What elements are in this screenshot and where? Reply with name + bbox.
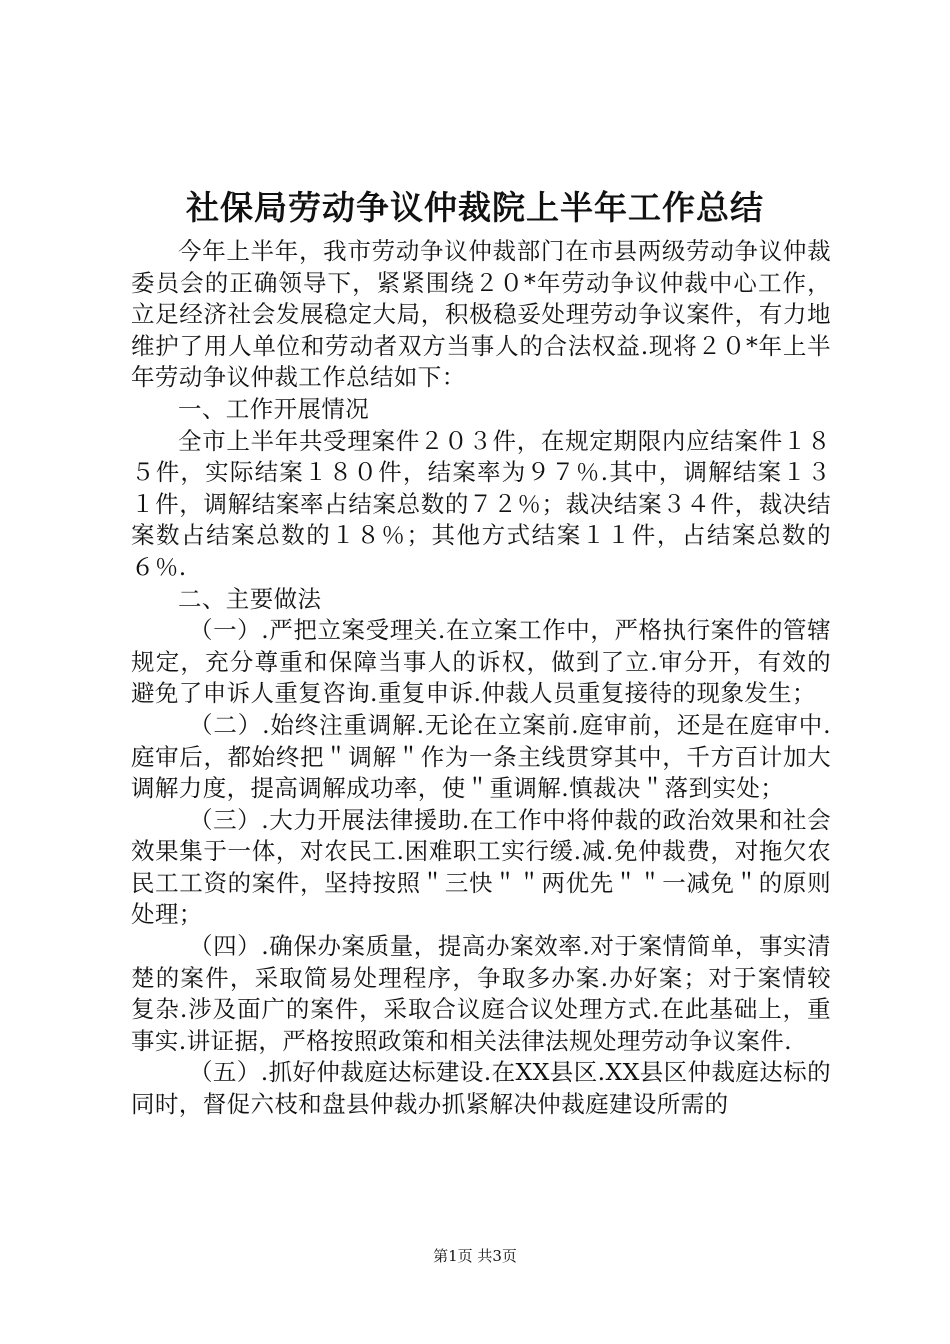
paragraph-item-3: （三）.大力开展法律援助.在工作中将仲裁的政治效果和社会效果集于一体，对农民工.困难职工实行缓.减.免仲裁费，对拖欠农民工工资的案件，坚持按照＂三快＂＂两优先＂＂一减免＂的原则处理；: [131, 805, 831, 929]
paragraph-item-4: （四）.确保办案质量，提高办案效率.对于案情简单，事实清楚的案件，采取简易处理程序，争取多办案.办好案；对于案情较复杂.涉及面广的案件，采取合议庭合议处理方式.在此基础上，重事实.讲证据，严格按照政策和相关法律法规处理劳动争议案件.: [131, 932, 831, 1055]
section-heading-main-methods: 二、主要做法: [178, 584, 322, 613]
paragraph-item-2: （二）.始终注重调解.无论在立案前.庭审前，还是在庭审中.庭审后，都始终把＂调解＂作为一条主线贯穿其中，千方百计加大调解力度，提高调解成功率，使＂重调解.慎裁决＂落到实处；: [131, 710, 831, 803]
paragraph-case-statistics: 全市上半年共受理案件２０３件，在规定期限内应结案件１８５件，实际结案１８０件，结案率为９７％.其中，调解结案１３１件，调解结案率占结案总数的７２％；裁决结案３４件，裁决结案数占结案总数的１８％；其他方式结案１１件，占结案总数的６％.: [131, 426, 831, 581]
document-title: 社保局劳动争议仲裁院上半年工作总结: [186, 188, 764, 227]
page-footer: 第1页 共3页: [433, 1247, 517, 1265]
paragraph-item-1: （一）.严把立案受理关.在立案工作中，严格执行案件的管辖规定，充分尊重和保障当事人的诉权，做到了立.审分开，有效的避免了申诉人重复咨询.重复申诉.仲裁人员重复接待的现象发生；: [131, 616, 831, 708]
document-body: [131, 236, 831, 1121]
paragraph-intro: 今年上半年，我市劳动争议仲裁部门在市县两级劳动争议仲裁委员会的正确领导下，紧紧围绕２０*年劳动争议仲裁中心工作，立足经济社会发展稳定大局，积极稳妥处理劳动争议案件，有力地维护了用人单位和劳动者双方当事人的合法权益.现将２０*年上半年劳动争议仲裁工作总结如下：: [131, 237, 831, 392]
paragraph-item-5: （五）.抓好仲裁庭达标建设.在XX县区.XX县区仲裁庭达标的同时，督促六枝和盘县仲裁办抓紧解决仲裁庭建设所需的: [131, 1058, 831, 1119]
section-heading-work-status: 一、工作开展情况: [178, 394, 370, 423]
